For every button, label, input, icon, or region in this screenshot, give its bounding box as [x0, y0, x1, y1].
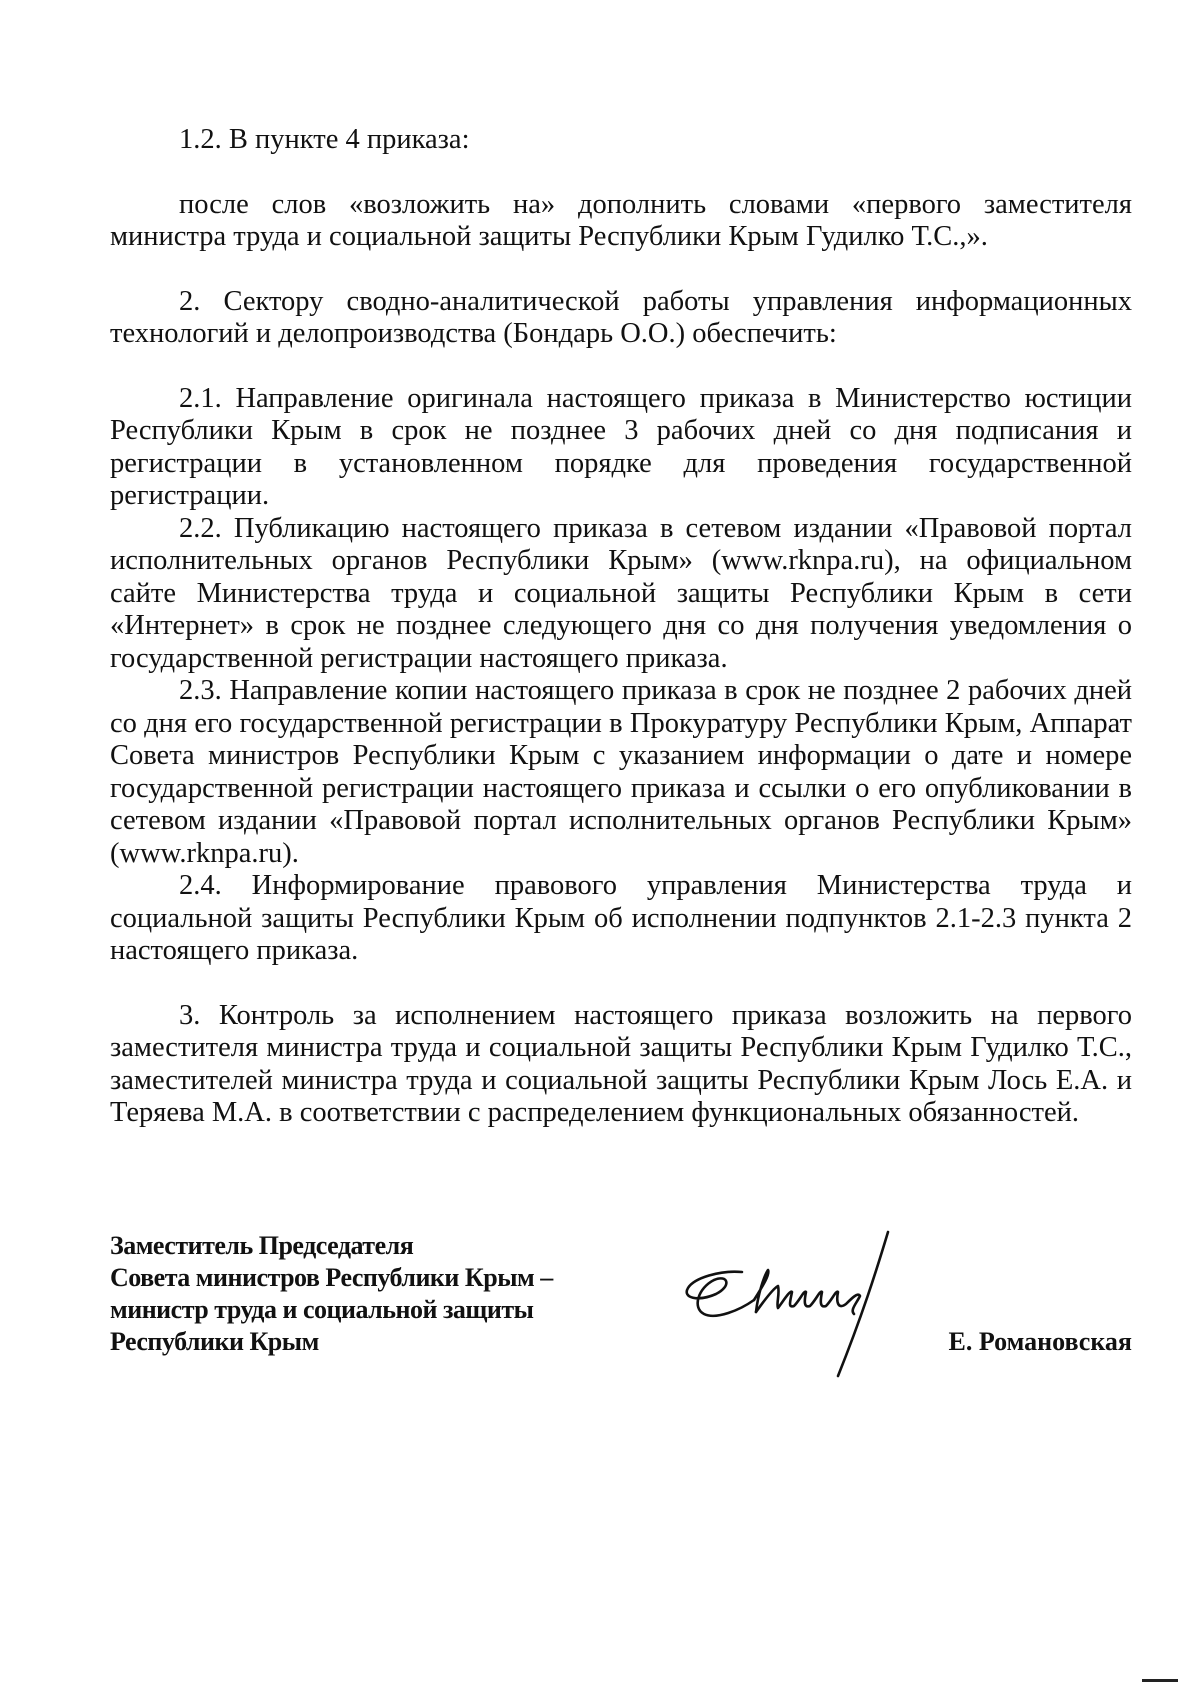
- signer-title-line: Совета министров Республики Крым –: [110, 1263, 553, 1292]
- page-corner-mark: [1142, 1679, 1178, 1682]
- signature-block: [110, 1230, 1132, 1400]
- paragraph-2-2: 2.2. Публикацию настоящего приказа в сетевом издании «Правовой портал исполнительных органов Республики Крым» (www.rknpa.ru), на официальном сайте Министерства труда и социальной защиты Республики Крым в сети «Интернет» в срок не позднее следующего дня со дня получения уведомления о государственной регистрации настоящего приказа.: [110, 512, 1132, 674]
- paragraph-1-2: 1.2. В пункте 4 приказа:: [179, 124, 470, 155]
- paragraph-2-3: 2.3. Направление копии настоящего приказа в срок не позднее 2 рабочих дней со дня его государственной регистрации в Прокуратуру Республики Крым, Аппарат Совета министров Республики Крым с указанием информации о дате и номере государственной регистрации настоящего приказа и ссылки о его опубликовании в сетевом издании «Правовой портал исполнительных органов Республики Крым» (www.rknpa.ru).: [110, 675, 1132, 869]
- signer-title: [110, 1230, 630, 1358]
- document-body: [110, 124, 1132, 1130]
- signer-title-line: Республики Крым: [110, 1327, 319, 1356]
- signer-name: Е. Романовская: [948, 1327, 1132, 1356]
- signer-title-line: Заместитель Председателя: [110, 1231, 414, 1260]
- paragraph-2-1: 2.1. Направление оригинала настоящего приказа в Министерство юстиции Республики Крым в срок не позднее 3 рабочих дней со дня подписания и регистрации в установленном порядке для проведения государственной регистрации.: [110, 382, 1132, 511]
- paragraph-2: 2. Сектору сводно-аналитической работы управления информационных технологий и делопроизводства (Бондарь О.О.) обеспечить:: [110, 285, 1132, 349]
- handwritten-signature: [680, 1214, 910, 1384]
- paragraph-1-2-text: после слов «возложить на» дополнить словами «первого заместителя министра труда и социальной защиты Республики Крым Гудилко Т.С.,».: [110, 188, 1132, 252]
- paragraph-2-4: 2.4. Информирование правового управления Министерства труда и социальной защиты Республики Крым об исполнении подпунктов 2.1-2.3 пункта 2 настоящего приказа.: [110, 870, 1132, 966]
- signer-title-line: министр труда и социальной защиты: [110, 1295, 534, 1324]
- paragraph-3: 3. Контроль за исполнением настоящего приказа возложить на первого заместителя министра труда и социальной защиты Республики Крым Гудилко Т.С., заместителей министра труда и социальной защиты Республики Крым Лось Е.А. и Теряева М.А. в соответствии с распределением функциональных обязанностей.: [110, 999, 1132, 1128]
